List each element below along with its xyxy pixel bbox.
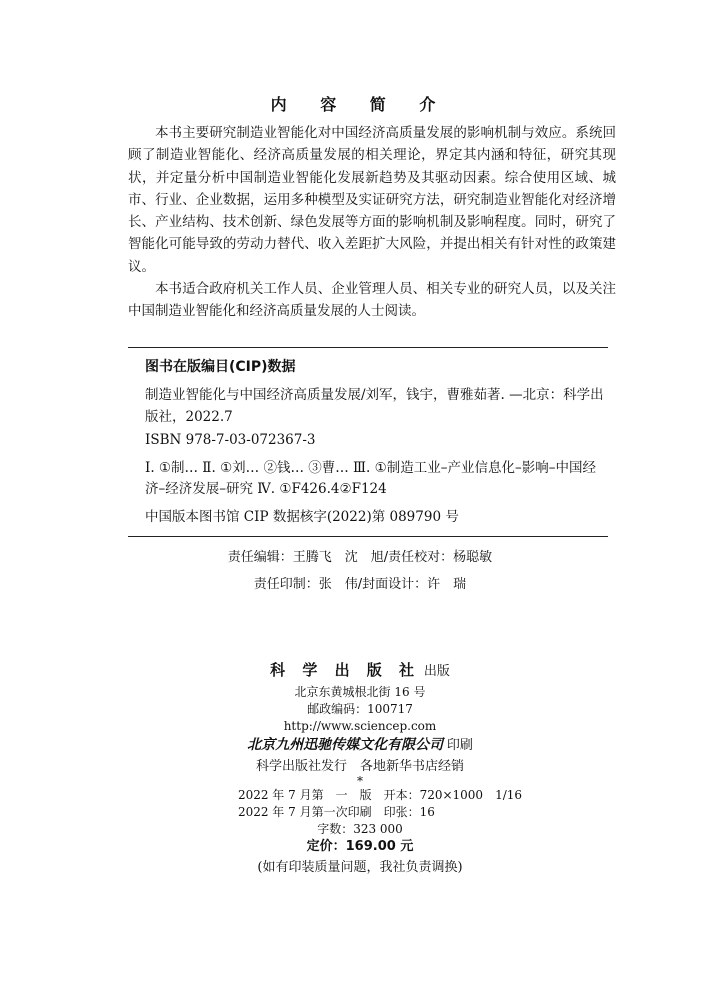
printer-suffix: 印刷	[446, 738, 473, 753]
publisher-address: 北京东黄城根北街 16 号	[294, 685, 426, 699]
word-count: 字数：323 000	[317, 822, 403, 836]
edition-info: 2022 年 7 月第 一 版 开本：720×1000 1/16	[237, 788, 523, 802]
publisher-postcode: 邮政编码：100717	[307, 702, 413, 716]
quality-notice: (如有印装质量问题，我社负责调换)	[257, 860, 463, 875]
cip-bottom-rule	[128, 536, 608, 537]
printing-info: 2022 年 7 月第一次印刷 印张：16	[237, 805, 435, 819]
price: 定价：169.00 元	[306, 839, 414, 854]
intro-paragraph-1: 本书主要研究制造业智能化对中国经济高质量发展的影响机制与效应。系统回顾了制造业智能化、经济高质量发展的相关理论，界定其内涵和特征，研究其现状，并定量分析中国制造业智能化发展新趋势及其驱动因素。综合使用区域、城市、行业、企业数据，运用多种模型及实证研究方法，研究制造业智能化对经济增长、产业结构、技术创新、绿色发展等方面的影响机制及影响程度。同时，研究了智能化可能导致的劳动力替代、收入差距扩大风险，并提出相关有针对性的政策建议。	[128, 125, 616, 275]
cip-block	[145, 385, 607, 534]
publisher-url: http://www.sciencep.com	[283, 719, 437, 733]
cip-top-rule	[128, 347, 608, 348]
cip-heading: 图书在版编目(CIP)数据	[145, 359, 296, 375]
credits	[0, 544, 720, 598]
intro-title: 内 容 简 介	[270, 95, 450, 114]
cip-classification: Ⅰ. ①制… Ⅱ. ①刘… ②钱… ③曹… Ⅲ. ①制造工业–产业信息化–影响–中国经济–经济发展–研究 Ⅳ. ①F426.4②F124	[145, 459, 596, 497]
credits-editors: 责任编辑：王腾飞 沈 旭/责任校对：杨聪敏	[227, 550, 493, 565]
cip-record-number: 中国版本图书馆 CIP 数据核字(2022)第 089790 号	[145, 508, 459, 525]
separator-star: *	[357, 774, 363, 788]
publisher-name: 科 学 出 版 社	[270, 661, 421, 679]
cip-title-line: 制造业智能化与中国经济高质量发展/刘军，钱宇，曹雅茹著. —北京：科学出版社，2022.7	[145, 387, 604, 425]
distribution: 科学出版社发行 各地新华书店经销	[255, 759, 464, 774]
cip-isbn: ISBN 978-7-03-072367-3	[145, 432, 316, 448]
intro-paragraph-2: 本书适合政府机关工作人员、企业管理人员、相关专业的研究人员，以及关注中国制造业智能化和经济高质量发展的人士阅读。	[128, 281, 616, 320]
printer-name: 北京九州迅驰传媒文化有限公司	[247, 737, 444, 753]
intro-text	[128, 122, 616, 323]
publisher-block	[0, 662, 720, 876]
credits-production: 责任印制：张 伟/封面设计：许 瑞	[253, 577, 467, 592]
publisher-name-suffix: 出版	[423, 664, 450, 679]
